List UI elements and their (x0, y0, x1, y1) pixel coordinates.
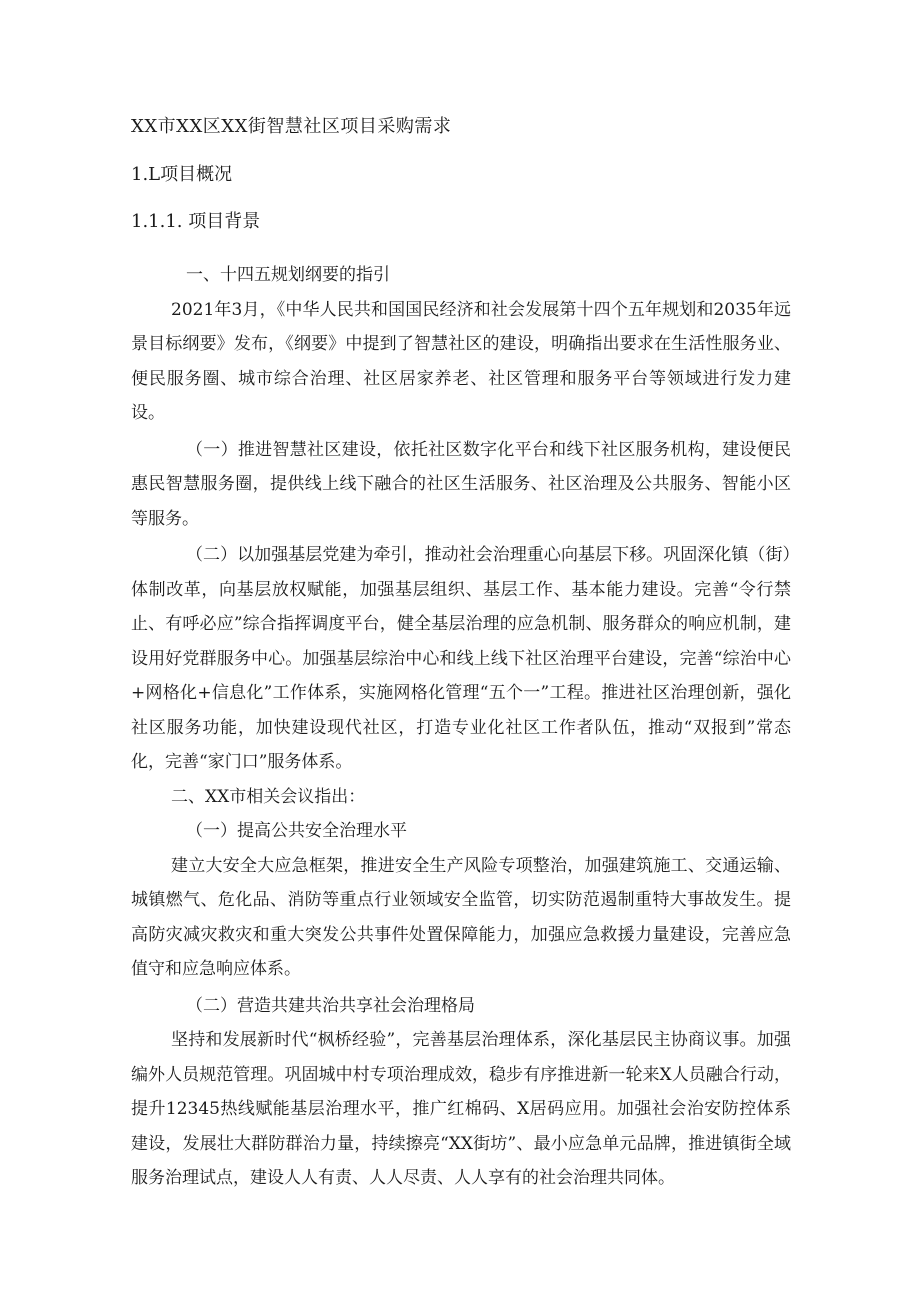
paragraph-co-governance-heading: （二）营造共建共治共享社会治理格局 (186, 995, 475, 1016)
subsection-heading-project-background: 1.1.1. 项目背景 (131, 211, 261, 232)
paragraph-public-safety-heading: （一）提高公共安全治理水平 (186, 821, 407, 841)
section-heading-project-overview: 1.L项目概况 (131, 164, 233, 185)
paragraph-guideline-heading: 一、十四五规划纲要的指引 (186, 265, 390, 285)
paragraph-public-safety: 建立大安全大应急框架，推进安全生产风险专项整治，加强建筑施工、交通运输、城镇燃气、危化品、消防等重点行业领域安全监管，切实防范遏制重特大事故发生。提高防灾减灾救灾和重大突发公共事件处置保障能力，加强应急救援力量建设，完善应急值守和应急响应体系。 (131, 855, 791, 979)
paragraph-party-building: （二）以加强基层党建为牵引，推动社会治理重心向基层下移。巩固深化镇（街）体制改革，向基层放权赋能，加强基层组织、基层工作、基本能力建设。完善“令行禁止、有呼必应”综合指挥调度平台，健全基层治理的应急机制、服务群众的响应机制，建设用好党群服务中心。加强基层综治中心和线上线下社区治理平台建设，完善“综治中心+网格化+信息化”工作体系，实施网格化管理“五个一”工程。推进社区治理创新，强化社区服务功能，加快建设现代社区，打造专业化社区工作者队伍，推动“双报到”常态化，完善“家门口”服务体系。 (131, 545, 791, 772)
document-title: XX市XX区XX街智慧社区项目采购需求 (131, 116, 452, 137)
paragraph-city-meeting-heading: 二、XX市相关会议指出： (171, 786, 366, 807)
document-body (131, 258, 791, 1196)
paragraph-outline-release: 2021年3月，《中华人民共和国国民经济和社会发展第十四个五年规划和2035年远景目标纲要》发布，《纲要》中提到了智慧社区的建设，明确指出要求在生活性服务业、便民服务圈、城市综合治理、社区居家养老、社区管理和服务平台等领域进行发力建设。 (131, 299, 791, 423)
paragraph-co-governance: 坚持和发展新时代“枫桥经验”，完善基层治理体系，深化基层民主协商议事。加强编外人员规范管理。巩固城中村专项治理成效，稳步有序推进新一轮来X人员融合行动，提升12345热线赋能基层治理水平，推广红棉码、X居码应用。加强社会治安防控体系建设，发展壮大群防群治力量，持续擦亮“XX街坊”、最小应急单元品牌，推进镇街全域服务治理试点，建设人人有责、人人尽责、人人享有的社会治理共同体。 (131, 1030, 791, 1188)
paragraph-smart-community: （一）推进智慧社区建设，依托社区数字化平台和线下社区服务机构，建设便民惠民智慧服务圈，提供线上线下融合的社区生活服务、社区治理及公共服务、智能小区等服务。 (131, 439, 791, 529)
